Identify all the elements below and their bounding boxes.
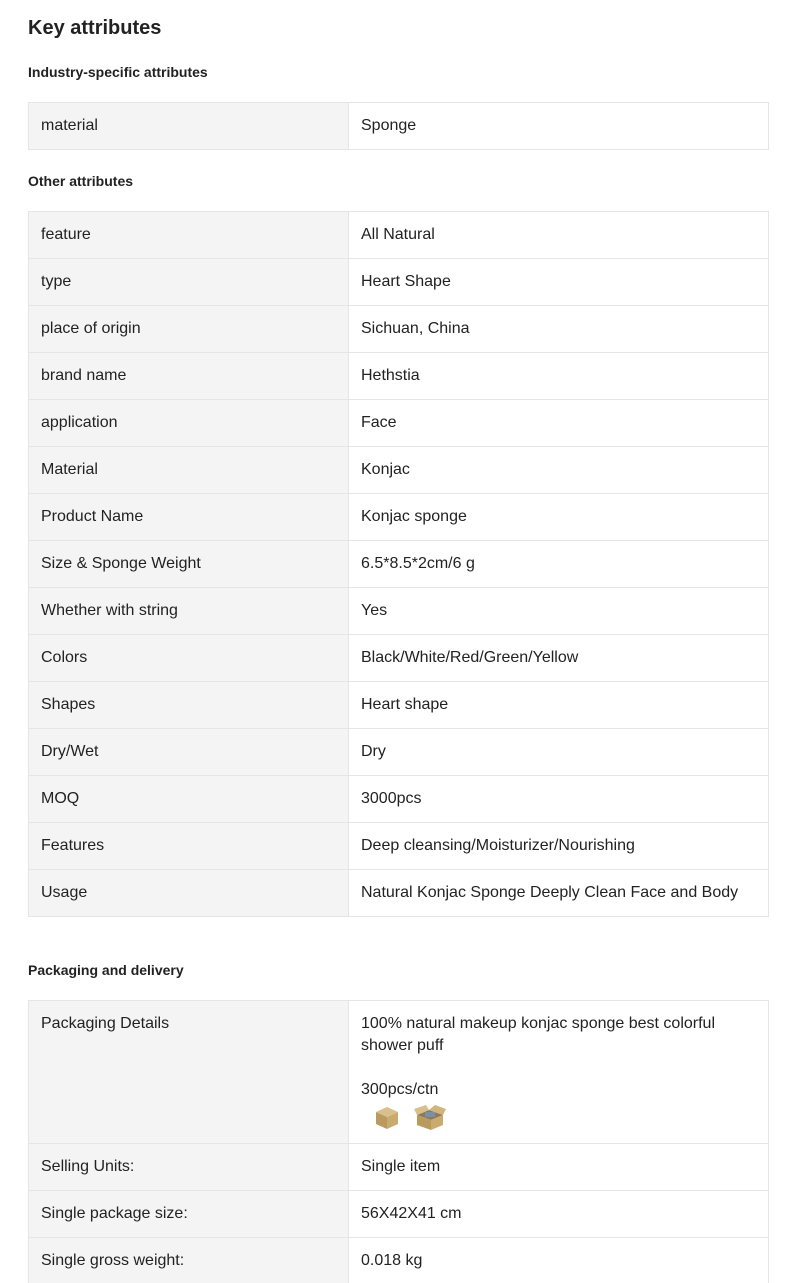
- table-row: [29, 776, 769, 823]
- table-row: [29, 212, 769, 259]
- attribute-key: Colors: [29, 635, 349, 682]
- table-row: [29, 1238, 769, 1283]
- attribute-key: Shapes: [29, 682, 349, 729]
- attribute-key: place of origin: [29, 306, 349, 353]
- attribute-key: Packaging Details: [29, 1001, 349, 1144]
- attribute-value: Heart shape: [349, 682, 769, 729]
- table-row: [29, 400, 769, 447]
- table-row: [29, 823, 769, 870]
- attribute-value: 6.5*8.5*2cm/6 g: [349, 541, 769, 588]
- page-title: Key attributes: [28, 17, 162, 39]
- table-row: [29, 635, 769, 682]
- table-row: [29, 682, 769, 729]
- attribute-key: Size & Sponge Weight: [29, 541, 349, 588]
- attribute-value: 56X42X41 cm: [349, 1191, 769, 1238]
- industry-attributes-table: [28, 102, 769, 150]
- table-row: [29, 1001, 769, 1144]
- attribute-value: Yes: [349, 588, 769, 635]
- attribute-key: Single package size:: [29, 1191, 349, 1238]
- table-row: [29, 870, 769, 917]
- attribute-value: Hethstia: [349, 353, 769, 400]
- packaging-table: [28, 1000, 769, 1283]
- attribute-value: Black/White/Red/Green/Yellow: [349, 635, 769, 682]
- attribute-value: All Natural: [349, 212, 769, 259]
- attribute-value: Sichuan, China: [349, 306, 769, 353]
- attribute-key: Single gross weight:: [29, 1238, 349, 1283]
- attribute-value: Heart Shape: [349, 259, 769, 306]
- table-row: [29, 541, 769, 588]
- table-row: [29, 447, 769, 494]
- attribute-key: Features: [29, 823, 349, 870]
- packaging-images: [361, 1103, 756, 1131]
- attribute-value: Face: [349, 400, 769, 447]
- table-row: [29, 1191, 769, 1238]
- table-row: [29, 353, 769, 400]
- attribute-value: 3000pcs: [349, 776, 769, 823]
- attribute-key: Material: [29, 447, 349, 494]
- attribute-key: Usage: [29, 870, 349, 917]
- table-row: [29, 729, 769, 776]
- attribute-key: Whether with string: [29, 588, 349, 635]
- open-box-icon[interactable]: [413, 1103, 441, 1131]
- attribute-key: material: [29, 103, 349, 150]
- attribute-key: brand name: [29, 353, 349, 400]
- attribute-key: MOQ: [29, 776, 349, 823]
- attribute-value: Dry: [349, 729, 769, 776]
- closed-box-icon[interactable]: [373, 1103, 401, 1131]
- attribute-value: 0.018 kg: [349, 1238, 769, 1283]
- attribute-value: Deep cleansing/Moisturizer/Nourishing: [349, 823, 769, 870]
- attribute-value: Konjac sponge: [349, 494, 769, 541]
- attribute-key: Product Name: [29, 494, 349, 541]
- attribute-key: type: [29, 259, 349, 306]
- table-row: [29, 494, 769, 541]
- other-attributes-table: [28, 211, 769, 917]
- table-row: [29, 259, 769, 306]
- packaging-quantity: 300pcs/ctn: [361, 1081, 439, 1098]
- attribute-key: Selling Units:: [29, 1144, 349, 1191]
- attribute-value: [349, 1001, 769, 1144]
- table-row: [29, 1144, 769, 1191]
- attribute-value: Single item: [349, 1144, 769, 1191]
- packaging-description: 100% natural makeup konjac sponge best colorful shower puff: [361, 1015, 715, 1054]
- attribute-key: application: [29, 400, 349, 447]
- attribute-key: feature: [29, 212, 349, 259]
- table-row: [29, 306, 769, 353]
- attribute-value: Konjac: [349, 447, 769, 494]
- industry-section-title: Industry-specific attributes: [28, 64, 208, 80]
- table-row: [29, 588, 769, 635]
- attribute-key: Dry/Wet: [29, 729, 349, 776]
- other-section-title: Other attributes: [28, 173, 134, 189]
- attribute-value: Natural Konjac Sponge Deeply Clean Face and Body: [349, 870, 769, 917]
- packaging-section-title: Packaging and delivery: [28, 962, 184, 978]
- attribute-value: Sponge: [349, 103, 769, 150]
- table-row: [29, 103, 769, 150]
